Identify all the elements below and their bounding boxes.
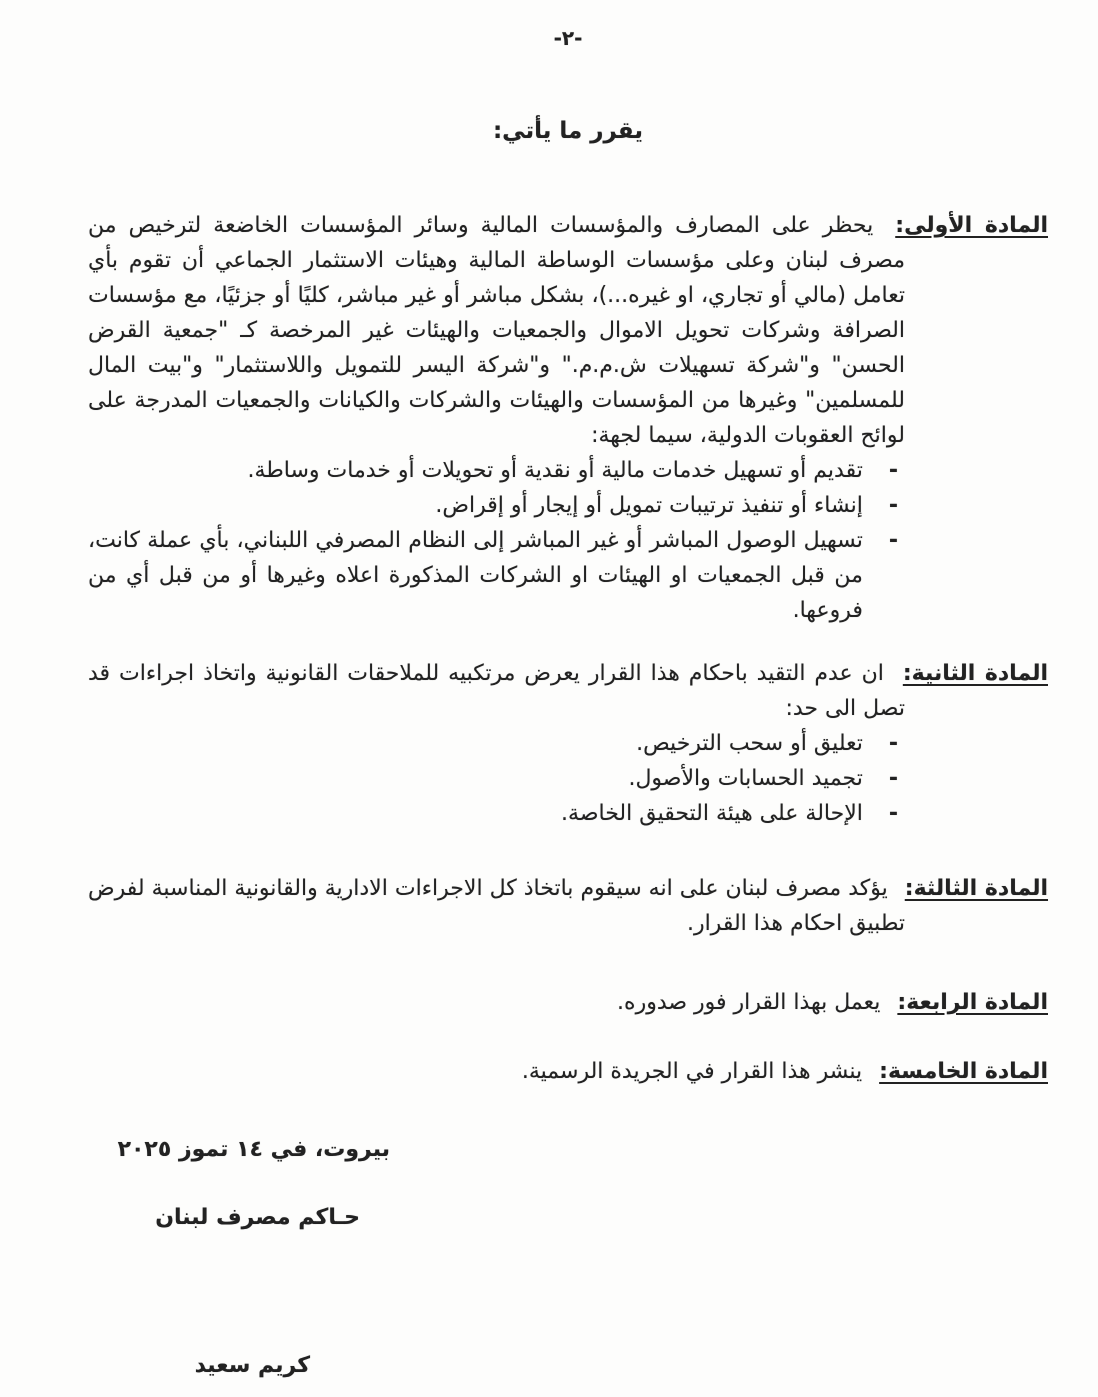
- article-1-bullet-3: [88, 523, 1048, 628]
- article-4: [88, 985, 1048, 1020]
- article-1-label: المادة الأولى:: [895, 213, 1048, 238]
- article-2-bullet-2-text: تجميد الحسابات والأصول.: [628, 766, 863, 791]
- article-2-bullet-3-text: الإحالة على هيئة التحقيق الخاصة.: [561, 801, 863, 826]
- page-number: -٢-: [553, 26, 583, 50]
- article-2: [88, 656, 1048, 831]
- dash-bullet-marker: -: [888, 731, 898, 756]
- article-2-bullet-2: [88, 761, 1048, 796]
- article-4-label: المادة الرابعة:: [897, 990, 1048, 1015]
- dash-bullet-marker: -: [888, 458, 898, 483]
- article-5-body: ينشر هذا القرار في الجريدة الرسمية.: [521, 1059, 863, 1084]
- decree-intro: يقرر ما يأتي:: [492, 118, 643, 144]
- article-5: [88, 1054, 1048, 1089]
- article-1-body: يحظر على المصارف والمؤسسات المالية وسائر المؤسسات الخاضعة لترخيص من مصرف لبنان وعلى مؤسسات الوساطة المالية وهيئات الاستثمار الجماعي أن تقوم بأي تعامل (مالي أو تجاري، او غيره...)، بشكل مباشر أو غير مباشر، كليًا أو جزئيًا، مع مؤسسات الصرافة وشركات تحويل الاموال والجمعيات والهيئات غير المرخصة كـ "جمعية القرض الحسن" و"شركة تسهيلات ش.م.م." و"شركة اليسر للتمويل واللاستثمار" و"بيت المال للمسلمين" وغيرها من المؤسسات والهيئات والشركات والكيانات والجمعيات المدرجة على لوائح العقوبات الدولية، سيما لجهة:: [88, 213, 905, 448]
- article-1-bullet-1: [88, 453, 1048, 488]
- article-1-bullet-1-text: تقديم أو تسهيل خدمات مالية أو نقدية أو تحويلات أو خدمات وساطة.: [247, 458, 863, 483]
- article-3-body: يؤكد مصرف لبنان على انه سيقوم باتخاذ كل الاجراءات الادارية والقانونية المناسبة لفرض تطبيق احكام هذا القرار.: [88, 876, 905, 936]
- article-1: [88, 208, 1048, 628]
- date-line: بيروت، في ١٤ تموز ٢٠٢٥: [117, 1137, 390, 1162]
- dash-bullet-marker: -: [888, 801, 898, 826]
- article-2-bullet-1: [88, 726, 1048, 761]
- dash-bullet-marker: -: [888, 493, 898, 518]
- article-5-paragraph: [88, 1054, 1048, 1089]
- signatory-name: كريم سعيد: [194, 1353, 310, 1378]
- dash-bullet-marker: -: [888, 528, 898, 553]
- article-4-paragraph: [88, 985, 1048, 1020]
- article-2-bullet-3: [88, 796, 1048, 831]
- article-1-bullet-2: [88, 488, 1048, 523]
- article-3-paragraph: [88, 871, 1048, 941]
- article-1-bullet-2-text: إنشاء أو تنفيذ ترتيبات تمويل أو إيجار أو إقراض.: [435, 493, 863, 518]
- article-2-label: المادة الثانية:: [902, 661, 1048, 686]
- article-2-bullets: [88, 726, 1048, 831]
- signatory-title: حـاكم مصرف لبنان: [155, 1205, 360, 1230]
- article-2-paragraph: [88, 656, 1048, 726]
- article-3-label: المادة الثالثة:: [904, 876, 1049, 901]
- article-1-paragraph: [88, 208, 1048, 453]
- article-5-label: المادة الخامسة:: [879, 1059, 1048, 1084]
- article-1-bullets: [88, 453, 1048, 628]
- article-2-bullet-1-text: تعليق أو سحب الترخيص.: [636, 731, 863, 756]
- article-1-bullet-3-text: تسهيل الوصول المباشر أو غير المباشر إلى النظام المصرفي اللبناني، بأي عملة كانت، من قبل الجمعيات او الهيئات او الشركات المذكورة اعلاه وغيرها أو من قبل أي من فروعها.: [88, 528, 863, 623]
- dash-bullet-marker: -: [888, 766, 898, 791]
- article-4-body: يعمل بهذا القرار فور صدوره.: [617, 990, 881, 1015]
- article-2-body: ان عدم التقيد باحكام هذا القرار يعرض مرتكبيه للملاحقات القانونية واتخاذ اجراءات قد تصل الى حد:: [88, 661, 905, 721]
- article-3: [88, 871, 1048, 941]
